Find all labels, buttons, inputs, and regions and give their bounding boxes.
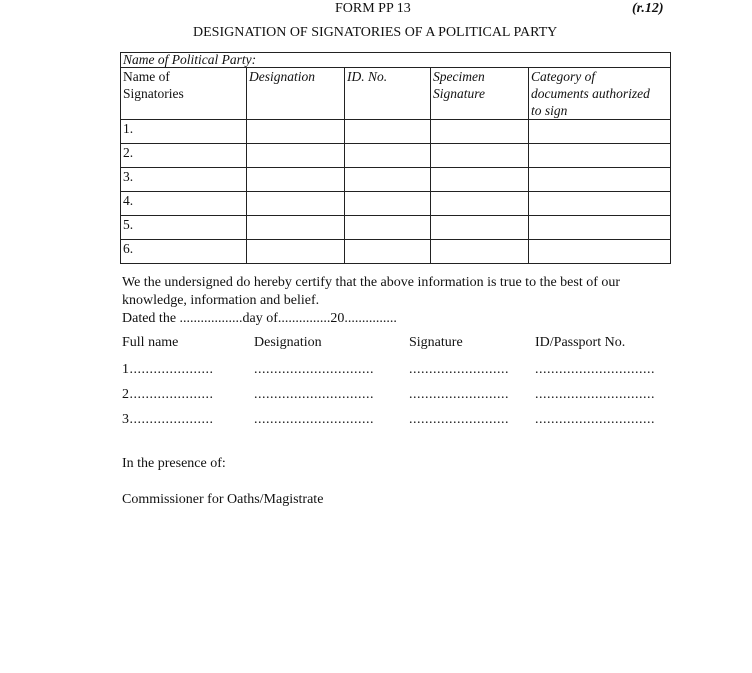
signature-cell[interactable] <box>431 240 529 264</box>
signatory-line-3[interactable]: 3..................... <box>122 412 214 427</box>
category-cell[interactable] <box>529 144 671 168</box>
designation-cell[interactable] <box>247 120 345 144</box>
category-cell[interactable] <box>529 168 671 192</box>
signatory-designation-3[interactable]: .............................. <box>254 412 374 427</box>
table-row <box>121 192 671 216</box>
id-cell[interactable] <box>345 216 431 240</box>
designation-cell[interactable] <box>247 144 345 168</box>
id-cell[interactable] <box>345 120 431 144</box>
rule-reference: (r.12) <box>632 1 664 16</box>
signature-header: Signature <box>409 335 463 350</box>
column-header-id: ID. No. <box>345 68 431 120</box>
id-cell[interactable] <box>345 240 431 264</box>
signature-cell[interactable] <box>431 192 529 216</box>
form-title: DESIGNATION OF SIGNATORIES OF A POLITICAL PARTY <box>193 25 558 40</box>
dated-line: Dated the ..................day of...............20............... <box>122 311 397 326</box>
signature-cell[interactable] <box>431 168 529 192</box>
table-row <box>121 144 671 168</box>
signature-cell[interactable] <box>431 144 529 168</box>
certification-text <box>122 274 682 328</box>
signatory-signature-3[interactable]: ......................... <box>409 412 509 427</box>
table-row <box>121 120 671 144</box>
signatory-line-2[interactable]: 2..................... <box>122 387 214 402</box>
certification-line-2: knowledge, information and belief. <box>122 293 320 308</box>
signatory-designation-2[interactable]: .............................. <box>254 387 374 402</box>
category-cell[interactable] <box>529 192 671 216</box>
signatory-id-2[interactable]: .............................. <box>535 387 655 402</box>
category-cell[interactable] <box>529 240 671 264</box>
row-number: 2. <box>121 144 247 168</box>
designation-cell[interactable] <box>247 216 345 240</box>
signature-cell[interactable] <box>431 216 529 240</box>
designation-cell[interactable] <box>247 192 345 216</box>
signature-cell[interactable] <box>431 120 529 144</box>
row-number: 4. <box>121 192 247 216</box>
column-header-specimen-signature: Specimen Signature <box>431 68 529 120</box>
signatory-line-1[interactable]: 1..................... <box>122 362 214 377</box>
row-number: 3. <box>121 168 247 192</box>
party-name-label: Name of Political Party: <box>121 53 671 68</box>
column-header-name: Name of Signatories <box>121 68 247 120</box>
commissioner-label: Commissioner for Oaths/Magistrate <box>122 492 324 507</box>
signatory-signature-1[interactable]: ......................... <box>409 362 509 377</box>
table-row <box>121 216 671 240</box>
designation-cell[interactable] <box>247 240 345 264</box>
column-header-category: Category of documents authorized to sign <box>529 68 671 120</box>
presence-label: In the presence of: <box>122 456 226 471</box>
table-row <box>121 240 671 264</box>
signatory-signature-2[interactable]: ......................... <box>409 387 509 402</box>
category-cell[interactable] <box>529 120 671 144</box>
id-cell[interactable] <box>345 168 431 192</box>
designation-cell[interactable] <box>247 168 345 192</box>
column-header-designation: Designation <box>247 68 345 120</box>
row-number: 6. <box>121 240 247 264</box>
row-number: 5. <box>121 216 247 240</box>
form-number: FORM PP 13 <box>335 1 411 16</box>
id-cell[interactable] <box>345 192 431 216</box>
full-name-header: Full name <box>122 335 179 350</box>
id-cell[interactable] <box>345 144 431 168</box>
id-passport-header: ID/Passport No. <box>535 335 626 350</box>
signatory-id-3[interactable]: .............................. <box>535 412 655 427</box>
signatories-table <box>120 52 671 264</box>
signatory-designation-1[interactable]: .............................. <box>254 362 374 377</box>
row-number: 1. <box>121 120 247 144</box>
designation-header: Designation <box>254 335 322 350</box>
table-row <box>121 168 671 192</box>
certification-line-1: We the undersigned do hereby certify that the above information is true to the best of our <box>122 275 621 290</box>
category-cell[interactable] <box>529 216 671 240</box>
signatory-id-1[interactable]: .............................. <box>535 362 655 377</box>
